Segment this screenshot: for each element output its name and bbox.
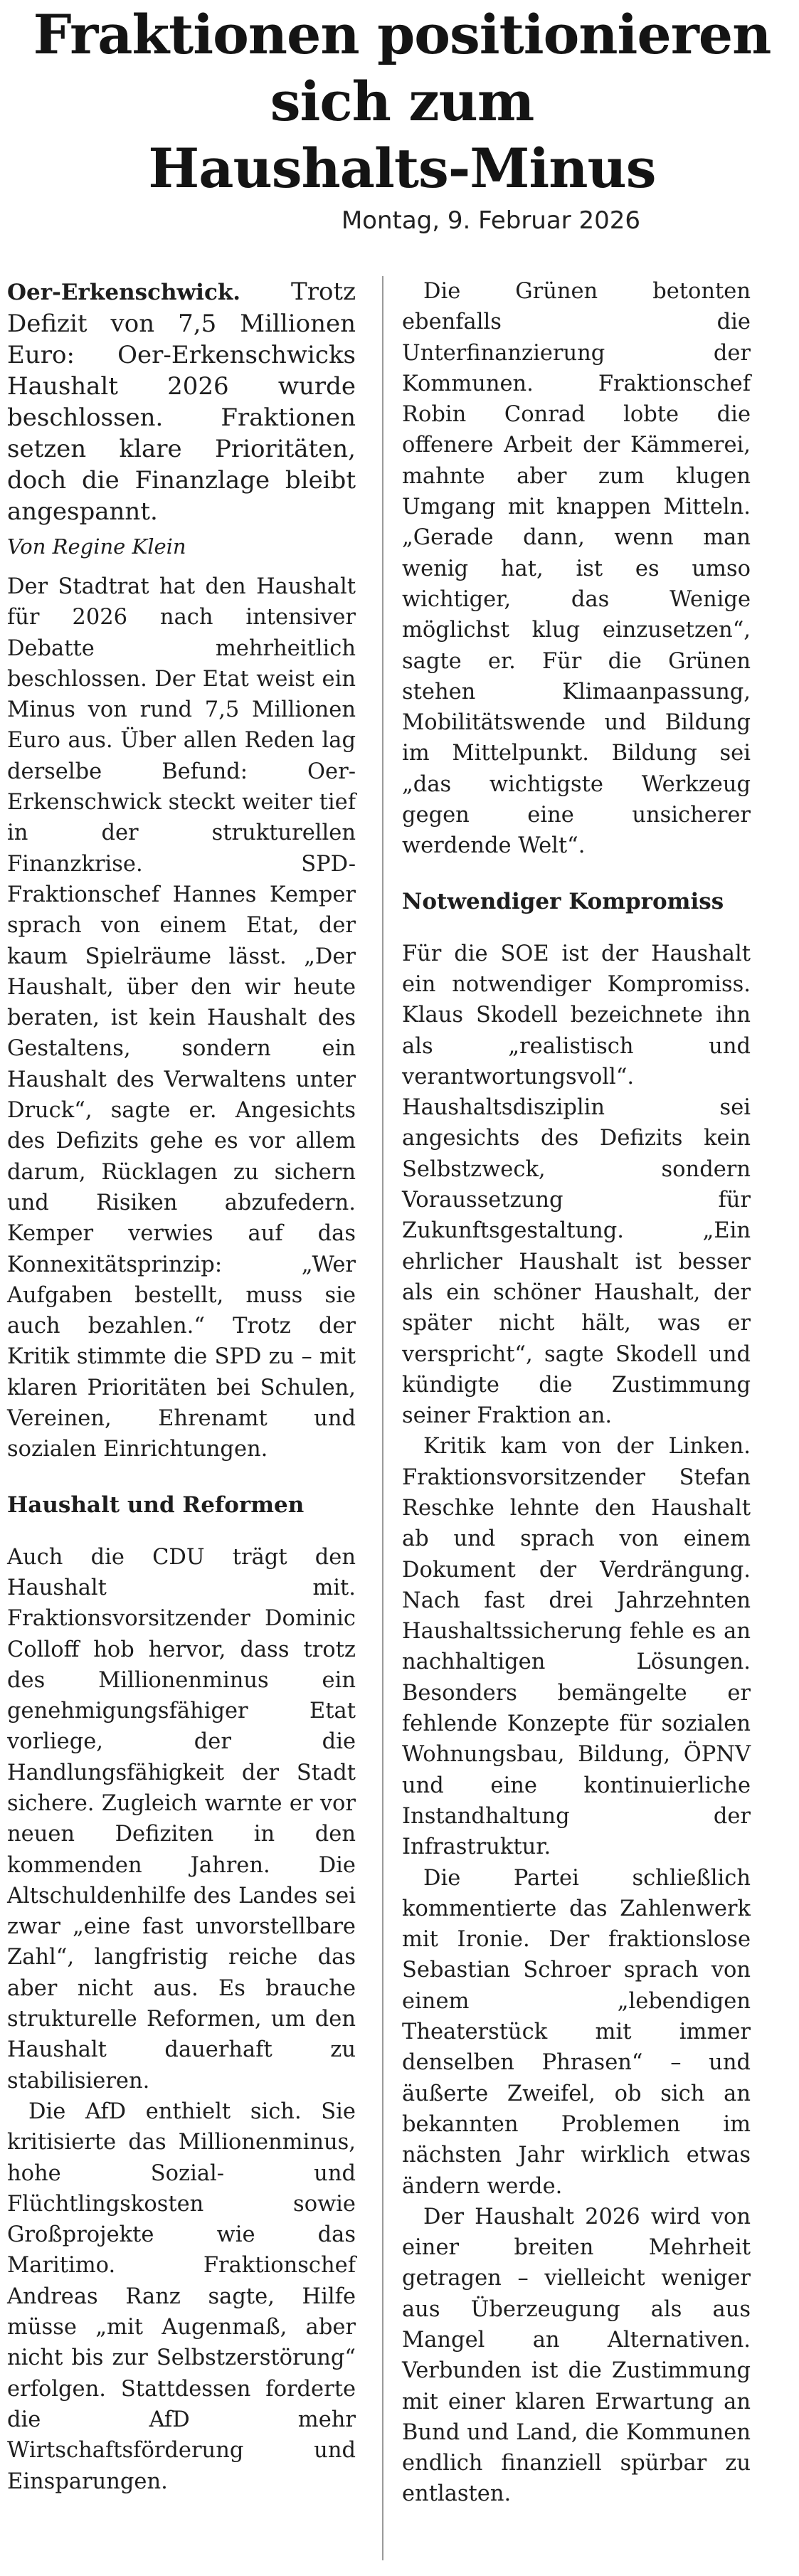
column-divider: [382, 276, 383, 2560]
right-column: [402, 276, 751, 2510]
dateline: Montag, 9. Februar 2026: [341, 206, 640, 235]
subheading-notwendiger-kompromiss: Notwendiger Kompromiss: [402, 888, 724, 914]
body-paragraph-2: Auch die CDU trägt den Haushalt mit. Fraktionsvorsitzender Dominic Colloff hob hervor, dass trotz des Millionenminus ein genehmigungsfähiger Etat vorliege, der die Handlungsfähigkeit der Stadt sichere. Zugleich warnte er vor neuen Defiziten in den kommenden Jahren. Die Altschuldenhilfe des Landes sei zwar „eine fast unvorstellbare Zahl“, langfristig reiche das aber nicht aus. Es brauche strukturelle Reformen, um den Haushalt dauerhaft zu stabilisieren.: [7, 1544, 356, 2094]
byline: Von Regine Klein: [7, 534, 186, 559]
body-paragraph-3: Die AfD enthielt sich. Sie kritisierte das Millionenminus, hohe Sozial- und Flüchtlingskosten sowie Großprojekte wie das Maritimo. Fraktionschef Andreas Ranz sagte, Hilfe müsse „mit Augenmaß, aber nicht bis zur Selbstzerstörung“ erfolgen. Stattdessen forderte die AfD mehr Wirtschaftsförderung und Einsparungen.: [7, 2099, 356, 2494]
subheading-haushalt-und-reformen: Haushalt und Reformen: [7, 1492, 305, 1518]
lead-text: Trotz Defizit von 7,5 Millionen Euro: Oer-Erkenschwicks Haushalt 2026 wurde beschlossen. Fraktionen setzen klare Prioritäten, doch die Finanzlage bleibt angespannt.: [7, 278, 356, 526]
headline: [28, 0, 776, 202]
body-paragraph-7: Die Partei schließlich kommentierte das Zahlenwerk mit Ironie. Der fraktionslose Sebastian Schroer sprach von einem „lebendigen Theaterstück mit immer denselben Phrasen“ – und äußerte Zweifel, ob sich an bekannten Problemen im nächsten Jahr wirklich etwas ändern werde.: [402, 1865, 751, 2199]
body-paragraph-1: Der Stadtrat hat den Haushalt für 2026 nach intensiver Debatte mehrheitlich beschlossen. Der Etat weist ein Minus von rund 7,5 Millionen Euro aus. Über allen Reden lag derselbe Befund: Oer-Erkenschwick steckt weiter tief in der strukturellen Finanzkrise. SPD-Fraktionschef Hannes Kemper sprach von einem Etat, der kaum Spielräume lässt. „Der Haushalt, über den wir heute beraten, ist kein Haushalt des Gestaltens, sondern ein Haushalt des Verwaltens unter Druck“, sagte er. Angesichts des Defizits gehe es vor allem darum, Rücklagen zu sichern und Risiken abzufedern. Kemper verwies auf das Konnexitätsprinzip: „Wer Aufgaben bestellt, muss sie auch bezahlen.“ Trotz der Kritik stimmte die SPD zu – mit klaren Prioritäten bei Schulen, Vereinen, Ehrenamt und sozialen Einrichtungen.: [7, 574, 356, 1462]
headline-line-3: Haushalts-Minus: [148, 137, 656, 200]
lead-paragraph: [7, 276, 356, 527]
body-paragraph-8: Der Haushalt 2026 wird von einer breiten Mehrheit getragen – vielleicht weniger aus Überzeugung als aus Mangel an Alternativen. Verbunden ist die Zustimmung mit einer klaren Erwartung an Bund und Land, die Kommunen endlich finanziell spürbar zu entlasten.: [402, 2204, 751, 2507]
body-paragraph-4: Die Grünen betonten ebenfalls die Unterfinanzierung der Kommunen. Fraktionschef Robin Conrad lobte die offenere Arbeit der Kämmerei, mahnte aber zum klugen Umgang mit knappen Mitteln. „Gerade dann, wenn man wenig hat, ist es umso wichtiger, das Wenige möglichst klug einzusetzen“, sagte er. Für die Grünen stehen Klimaanpassung, Mobilitätswende und Bildung im Mittelpunkt. Bildung sei „das wichtigste Werkzeug gegen eine unsicherer werdende Welt“.: [402, 279, 751, 859]
body-paragraph-6: Kritik kam von der Linken. Fraktionsvorsitzender Stefan Reschke lehnte den Haushalt ab und sprach von einem Dokument der Verdrängung. Nach fast drei Jahrzehnten Haushaltssicherung fehle es an nachhaltigen Lösungen. Besonders bemängelte er fehlende Konzepte für sozialen Wohnungsbau, Bildung, ÖPNV und eine kontinuierliche Instandhaltung der Infrastruktur.: [402, 1434, 751, 1860]
left-column: [7, 276, 356, 2497]
body-paragraph-5: Für die SOE ist der Haushalt ein notwendiger Kompromiss. Klaus Skodell bezeichnete ihn als „realistisch und verantwortungsvoll“. Haushaltsdisziplin sei angesichts des Defizits kein Selbstzweck, sondern Voraussetzung für Zukunftsgestaltung. „Ein ehrlicher Haushalt ist besser als ein schöner Haushalt, der später nicht hält, was er verspricht“, sagte Skodell und kündigte die Zustimmung seiner Fraktion an.: [402, 941, 751, 1429]
lead-place: Oer-Erkenschwick.: [7, 280, 241, 305]
headline-line-1: Fraktionen positionieren: [33, 3, 771, 66]
headline-line-2: sich zum: [270, 70, 534, 133]
